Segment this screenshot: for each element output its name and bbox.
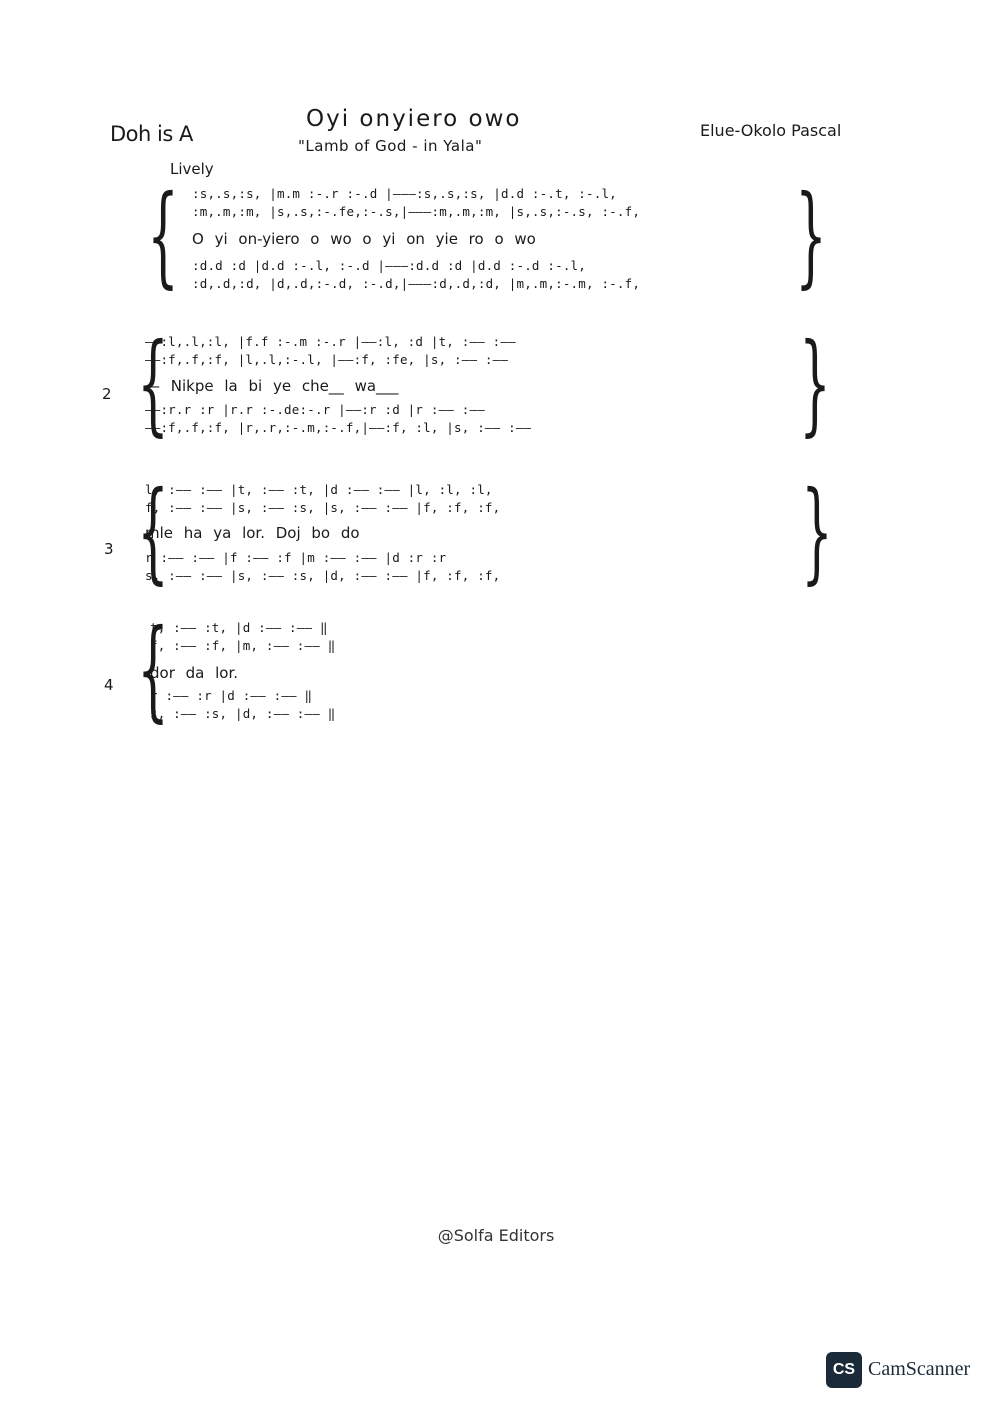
system-number-3: 3 (104, 540, 114, 558)
tenor-row: r :—— :—— |f :—— :f |m :—— :—— |d :r :r (145, 550, 447, 565)
right-brace-1: } (795, 171, 827, 299)
left-brace-4: { (137, 605, 169, 733)
lyrics-row: — Nikpe la bi ye che__ wa___ (145, 377, 399, 395)
system-number-4: 4 (104, 676, 114, 694)
left-brace-1: { (147, 171, 179, 299)
score-system-4 (150, 620, 470, 728)
key-signature: Doh is A (110, 122, 193, 146)
score-system-2 (145, 334, 785, 442)
soprano-row: t, :—— :t, |d :—— :—— ‖ (150, 620, 328, 635)
soprano-row: l, :—— :—— |t, :—— :t, |d :—— :—— |l, :l, :l, (145, 482, 493, 497)
score-system-3 (145, 482, 785, 590)
camscanner-name: CamScanner (868, 1358, 971, 1380)
tenor-row: r :—— :r |d :—— :—— ‖ (150, 688, 313, 703)
bass-row: s, :—— :s, |d, :—— :—— ‖ (150, 706, 336, 721)
score-system-1 (192, 186, 782, 294)
tempo-marking: Lively (170, 160, 214, 178)
tenor-row: :d.d :d |d.d :-.l, :-.d |———:d.d :d |d.d :-.d :-.l, (192, 258, 587, 273)
song-subtitle: "Lamb of God - in Yala" (298, 137, 483, 155)
footer-credit: @Solfa Editors (437, 1226, 555, 1245)
lyrics-row: mle ha ya lor. Doj bo do (145, 524, 360, 542)
alto-row: f, :—— :—— |s, :—— :s, |s, :—— :—— |f, :f, :f, (145, 500, 501, 515)
left-brace-3: { (137, 467, 169, 595)
soprano-row: ——:l,.l,:l, |f.f :-.m :-.r |——:l, :d |t, :—— :—— (145, 334, 516, 349)
camscanner-logo-icon: CS (826, 1352, 862, 1388)
alto-row: f, :—— :f, |m, :—— :—— ‖ (150, 638, 336, 653)
composer-name: Elue-Okolo Pascal (700, 121, 842, 140)
bass-row: :d,.d,:d, |d,.d,:-.d, :-.d,|———:d,.d,:d, |m,.m,:-.m, :-.f, (192, 276, 641, 291)
tenor-row: ——:r.r :r |r.r :-.de:-.r |——:r :d |r :—— :—— (145, 402, 485, 417)
right-brace-3: } (801, 467, 833, 595)
soprano-row: :s,.s,:s, |m.m :-.r :-.d |———:s,.s,:s, |d.d :-.t, :-.l, (192, 186, 617, 201)
right-brace-2: } (799, 319, 831, 447)
left-brace-2: { (137, 319, 169, 447)
lyrics-row: dor da lor. (150, 664, 239, 682)
alto-row: ——:f,.f,:f, |l,.l,:-.l, |——:f, :fe, |s, :—— :—— (145, 352, 509, 367)
song-title: Oyi onyiero owo (306, 106, 522, 132)
system-number-2: 2 (102, 385, 112, 403)
lyrics-row: O yi on-yiero o wo o yi on yie ro o wo (192, 230, 536, 248)
alto-row: :m,.m,:m, |s,.s,:-.fe,:-.s,|———:m,.m,:m, |s,.s,:-.s, :-.f, (192, 204, 641, 219)
bass-row: ——:f,.f,:f, |r,.r,:-.m,:-.f,|——:f, :l, |s, :—— :—— (145, 420, 532, 435)
bass-row: s, :—— :—— |s, :—— :s, |d, :—— :—— |f, :f, :f, (145, 568, 501, 583)
